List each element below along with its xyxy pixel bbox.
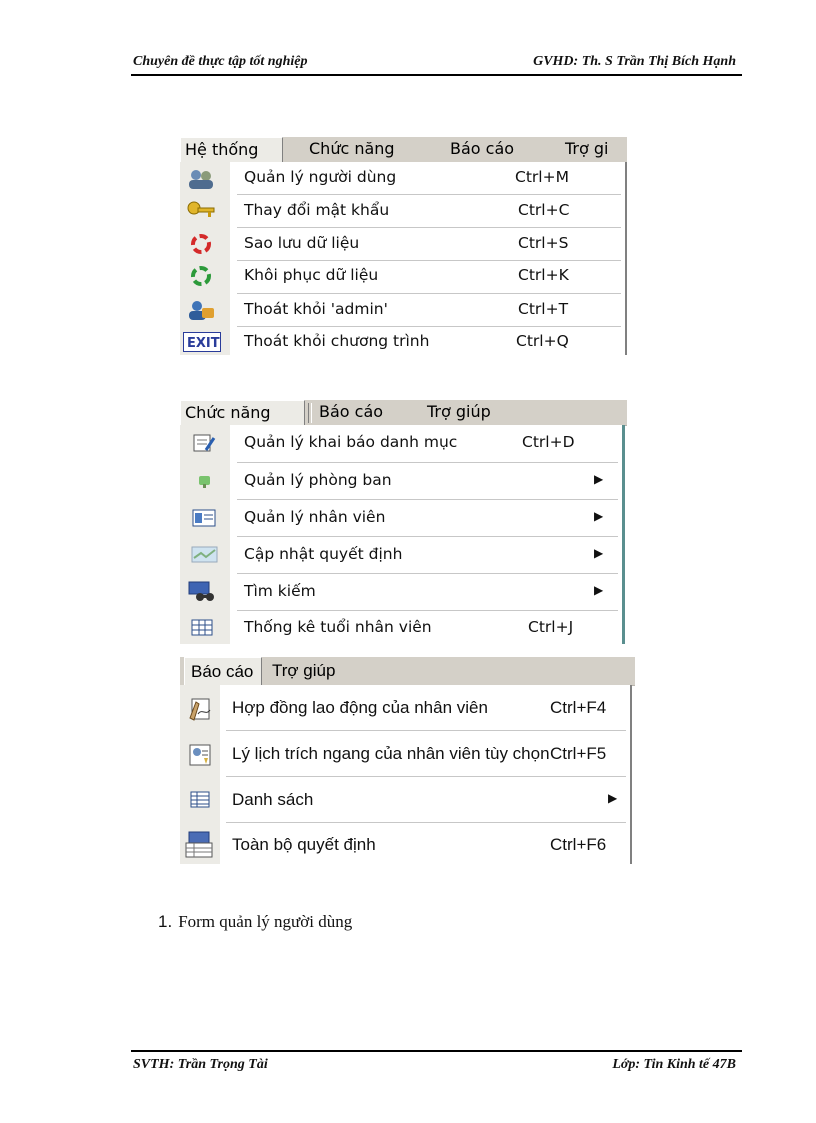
- menu-item-shortcut: Ctrl+C: [518, 201, 570, 219]
- menubar-bao-cao[interactable]: Báo cáo: [319, 402, 384, 421]
- header-left: Chuyên đề thực tập tốt nghiệp: [133, 54, 308, 69]
- menu-he-thong-screenshot: [180, 137, 627, 355]
- submenu-arrow-icon: ▶: [608, 791, 618, 805]
- users-icon: [187, 168, 215, 194]
- menu-bao-cao-screenshot: [180, 657, 635, 864]
- submenu-arrow-icon: ▶: [594, 583, 604, 597]
- menu-item-shortcut: Ctrl+S: [518, 234, 569, 252]
- menubar-bao-cao[interactable]: Báo cáo: [450, 139, 515, 158]
- section-caption: [158, 912, 352, 932]
- footer-left: SVTH: Trần Trọng Tài: [133, 1057, 268, 1072]
- menu-item[interactable]: [180, 327, 625, 355]
- restore-icon: [189, 265, 213, 291]
- menubar-tro-giup[interactable]: Trợ giúp: [272, 661, 336, 680]
- menu-item-shortcut: Ctrl+F6: [550, 835, 607, 854]
- menu-item-shortcut: Ctrl+D: [522, 433, 575, 451]
- menu-item[interactable]: [180, 425, 622, 461]
- menu-item-label: Thống kê tuổi nhân viên: [244, 618, 432, 636]
- menu-item-shortcut: Ctrl+F5: [550, 744, 607, 763]
- page-footer: [131, 1050, 742, 1077]
- menubar-tro-giup[interactable]: Trợ gi: [565, 139, 609, 158]
- menu-item-shortcut: Ctrl+F4: [550, 698, 607, 717]
- menu-item[interactable]: [180, 611, 622, 644]
- statistics-icon: [191, 618, 215, 642]
- key-icon: [186, 200, 216, 226]
- department-icon: [196, 472, 214, 494]
- menu-item[interactable]: [180, 731, 630, 775]
- menu-item[interactable]: [180, 574, 622, 610]
- menubar: [180, 400, 627, 426]
- menubar: [180, 137, 627, 163]
- menu-item[interactable]: [180, 777, 630, 821]
- menu-item-label: Quản lý người dùng: [244, 168, 397, 186]
- menu-item[interactable]: [180, 500, 622, 536]
- menu-item[interactable]: [180, 261, 625, 293]
- menu-item-label: Thoát khỏi 'admin': [244, 300, 388, 318]
- menu-chuc-nang-screenshot: [180, 400, 627, 644]
- menu-item-label: Khôi phục dữ liệu: [244, 266, 379, 284]
- menu-item-label: Cập nhật quyết định: [244, 545, 403, 563]
- menu-item[interactable]: [180, 463, 622, 499]
- header-right: GVHD: Th. S Trần Thị Bích Hạnh: [533, 54, 736, 69]
- footer-right: Lớp: Tin Kinh tế 47B: [612, 1057, 736, 1072]
- backup-icon: [189, 233, 213, 259]
- menu-item-label: Thay đổi mật khẩu: [244, 201, 390, 219]
- submenu-arrow-icon: ▶: [594, 472, 604, 486]
- menu-item[interactable]: [180, 294, 625, 326]
- menubar-separator: [308, 403, 312, 423]
- menu-item-label: Lý lịch trích ngang của nhân viên tùy chọn: [232, 744, 550, 763]
- menubar-chuc-nang[interactable]: Chức năng: [309, 139, 395, 158]
- menubar: [180, 657, 635, 686]
- employee-icon: [192, 508, 216, 532]
- list-icon: [190, 790, 212, 815]
- exit-icon: [183, 332, 221, 355]
- search-icon: [188, 581, 218, 607]
- menubar-bao-cao[interactable]: Báo cáo: [184, 657, 262, 685]
- menu-item-shortcut: Ctrl+M: [515, 168, 569, 186]
- menu-item-label: Hợp đồng lao động của nhân viên: [232, 698, 488, 717]
- dropdown-chuc-nang: [180, 425, 625, 644]
- menu-item[interactable]: [180, 823, 630, 864]
- menu-item-label: Danh sách: [232, 790, 314, 809]
- submenu-arrow-icon: ▶: [594, 546, 604, 560]
- menu-item-label: Quản lý khai báo danh mục: [244, 433, 458, 451]
- dropdown-he-thong: [180, 162, 627, 355]
- menu-item[interactable]: [180, 685, 630, 729]
- contract-icon: [186, 696, 216, 727]
- profile-icon: [188, 742, 214, 773]
- menu-item[interactable]: [180, 228, 625, 260]
- menu-item[interactable]: [180, 162, 625, 194]
- menu-item-label: Sao lưu dữ liệu: [244, 234, 360, 252]
- logout-user-icon: [186, 299, 216, 325]
- all-decisions-icon: [185, 831, 215, 864]
- menu-item-shortcut: Ctrl+K: [518, 266, 569, 284]
- menubar-he-thong[interactable]: Hệ thống: [180, 137, 283, 162]
- menubar-tro-giup[interactable]: Trợ giúp: [427, 402, 491, 421]
- menubar-chuc-nang[interactable]: Chức năng: [180, 400, 305, 425]
- menu-item-shortcut: Ctrl+Q: [516, 332, 569, 350]
- menu-item-shortcut: Ctrl+J: [528, 618, 574, 636]
- menu-item-label: Thoát khỏi chương trình: [244, 332, 430, 350]
- menu-item-shortcut: Ctrl+T: [518, 300, 569, 318]
- caption-text: Form quản lý người dùng: [178, 912, 353, 931]
- svg-text:EXIT: EXIT: [187, 336, 220, 351]
- dropdown-bao-cao: [180, 685, 632, 864]
- menu-item-label: Tìm kiếm: [244, 582, 316, 600]
- catalog-icon: [192, 432, 216, 458]
- menu-item[interactable]: [180, 537, 622, 573]
- menu-item-label: Quản lý nhân viên: [244, 508, 386, 526]
- menu-item-label: Toàn bộ quyết định: [232, 835, 376, 854]
- menu-item[interactable]: [180, 195, 625, 227]
- menu-item-label: Quản lý phòng ban: [244, 471, 392, 489]
- caption-number: 1.: [158, 912, 173, 931]
- page-header: [131, 52, 742, 76]
- decision-icon: [191, 545, 219, 569]
- submenu-arrow-icon: ▶: [594, 509, 604, 523]
